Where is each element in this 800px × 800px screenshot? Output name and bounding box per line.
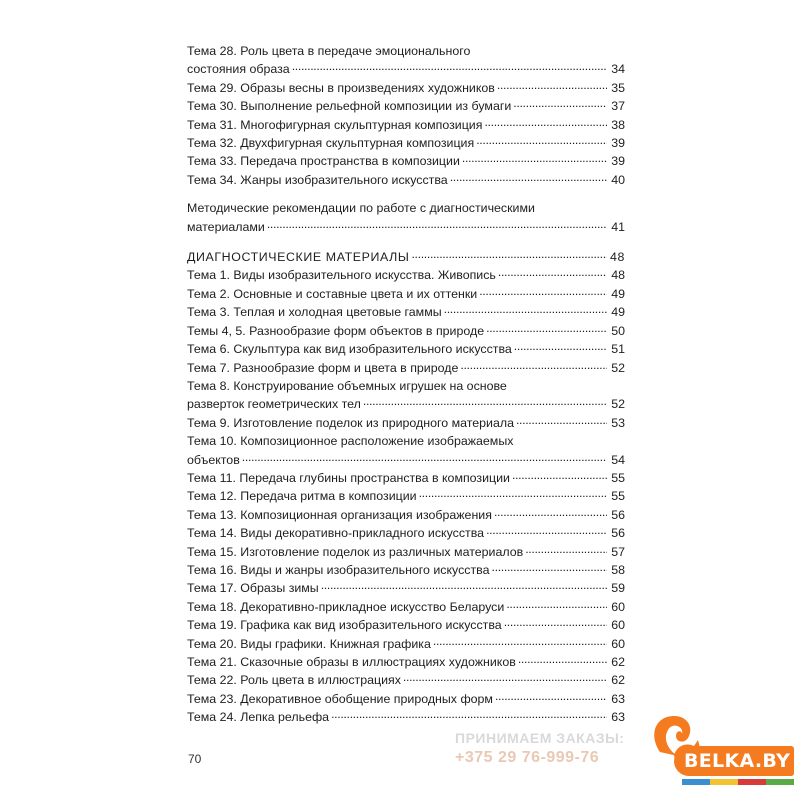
toc-entry-title: Тема 29. Образы весны в произведениях художников	[187, 80, 495, 95]
toc-entry-title: Тема 23. Декоративное обобщение природных форм	[187, 691, 493, 706]
dot-leader	[462, 153, 607, 165]
dot-leader	[516, 415, 607, 427]
toc-entry-title: Тема 31. Многофигурная скульптурная композиция	[187, 117, 483, 132]
dot-leader	[479, 286, 607, 298]
toc-group-themes	[187, 42, 625, 189]
toc-entry-page: 56	[611, 526, 625, 541]
toc-entry-page: 59	[611, 581, 625, 596]
stripe-green	[766, 779, 794, 785]
toc-entry-title: Тема 32. Двухфигурная скульптурная композиция	[187, 136, 475, 151]
toc-entry-title: Тема 20. Виды графики. Книжная графика	[187, 636, 431, 651]
toc-entry-page: 49	[611, 286, 625, 301]
toc-entry	[187, 359, 625, 377]
toc-entry-page: 55	[611, 489, 625, 504]
dot-leader	[498, 267, 607, 279]
toc-group-diagnostics	[187, 266, 625, 726]
toc-group-methods	[187, 199, 625, 236]
toc-entry-page: 50	[611, 323, 625, 338]
toc-entry-page: 60	[611, 599, 625, 614]
toc-section-diagnostics	[187, 248, 625, 266]
toc-entry	[187, 134, 625, 152]
toc-entry	[187, 708, 625, 726]
toc-entry-page: 52	[611, 397, 625, 412]
toc-entry-title: материалами	[187, 219, 265, 234]
dot-leader	[242, 452, 607, 464]
toc-entry	[187, 322, 625, 340]
dot-leader	[525, 544, 607, 556]
toc-entry-page: 39	[611, 154, 625, 169]
toc-entry	[187, 285, 625, 303]
dot-leader	[433, 636, 607, 648]
dot-leader	[514, 341, 607, 353]
dot-leader	[331, 709, 607, 721]
toc-entry-title: Тема 34. Жанры изобразительного искусства	[187, 172, 448, 187]
toc-entry	[187, 487, 625, 505]
dot-leader	[363, 396, 607, 408]
toc-entry-title: Тема 30. Выполнение рельефной композиции из бумаги	[187, 99, 512, 114]
dot-leader	[513, 98, 607, 110]
toc-entry	[187, 653, 625, 671]
toc-entry-page: 37	[611, 99, 625, 114]
toc-entry	[187, 152, 625, 170]
toc-entry	[187, 248, 625, 266]
toc-entry-title: Тема 19. Графика как вид изобразительного искусства	[187, 618, 502, 633]
toc-entry	[187, 506, 625, 524]
toc-entry-title: ДИАГНОСТИЧЕСКИЕ МАТЕРИАЛЫ	[187, 250, 410, 265]
dot-leader	[292, 61, 607, 73]
toc-entry-title: Тема 18. Декоративно-прикладное искусство Беларуси	[187, 599, 505, 614]
toc-entry	[187, 561, 625, 579]
toc-entry	[187, 671, 625, 689]
dot-leader	[460, 360, 607, 372]
toc-entry-page: 41	[611, 219, 625, 234]
watermark-orders-label: ПРИНИМАЕМ ЗАКАЗЫ:	[455, 730, 625, 746]
toc-entry-title: Тема 6. Скульптура как вид изобразительного искусства	[187, 342, 512, 357]
toc-entry-page: 56	[611, 507, 625, 522]
toc-entry-title: состояния образа	[187, 62, 290, 77]
toc-entry-title: Тема 17. Образы зимы	[187, 581, 319, 596]
toc-entry-title-line: Тема 10. Композиционное расположение изображаемых	[187, 434, 514, 449]
toc-entry	[187, 469, 625, 487]
toc-entry-page: 53	[611, 415, 625, 430]
toc-entry	[187, 199, 625, 236]
toc-entry-title: Тема 2. Основные и составные цвета и их оттенки	[187, 286, 478, 301]
toc-entry	[187, 42, 625, 79]
watermark	[455, 728, 624, 768]
toc-entry-title: Тема 7. Разнообразие форм и цвета в природе	[187, 360, 459, 375]
stripe-red	[738, 779, 766, 785]
dot-leader	[486, 323, 607, 335]
toc-entry-title: разверток геометрических тел	[187, 397, 361, 412]
dot-leader	[512, 470, 607, 482]
dot-leader	[518, 654, 607, 666]
toc-entry-page: 55	[611, 470, 625, 485]
stripe-blue	[682, 779, 710, 785]
dot-leader	[492, 562, 607, 574]
toc-entry-title: Темы 4, 5. Разнообразие форм объектов в природе	[187, 323, 485, 338]
belka-logo	[648, 712, 796, 790]
toc-entry	[187, 690, 625, 708]
dot-leader	[411, 249, 607, 261]
toc-entry-page: 60	[611, 636, 625, 651]
dot-leader	[494, 507, 607, 519]
toc-entry-title: Тема 1. Виды изобразительного искусства. Живопись	[187, 268, 496, 283]
toc-entry-title: Тема 15. Изготовление поделок из различных материалов	[187, 544, 524, 559]
toc-entry	[187, 579, 625, 597]
toc-entry-title: Тема 9. Изготовление поделок из природного материала	[187, 415, 514, 430]
dot-leader	[495, 691, 607, 703]
dot-leader	[444, 304, 607, 316]
toc-entry	[187, 171, 625, 189]
toc-entry-page: 49	[611, 305, 625, 320]
toc-entry	[187, 414, 625, 432]
toc-entry-title: Тема 14. Виды декоративно-прикладного искусства	[187, 526, 485, 541]
dot-leader	[504, 617, 607, 629]
toc-entry-page: 35	[611, 80, 625, 95]
toc-entry	[187, 616, 625, 634]
toc-entry-page: 51	[611, 342, 625, 357]
toc-entry-title: Тема 33. Передача пространства в композиции	[187, 154, 460, 169]
toc-entry-page: 54	[611, 452, 625, 467]
toc-entry-title-line: Тема 8. Конструирование объемных игрушек на основе	[187, 378, 507, 393]
toc-entry	[187, 303, 625, 321]
toc-entry-title: Тема 16. Виды и жанры изобразительного искусства	[187, 562, 490, 577]
toc-entry-title: Тема 22. Роль цвета в иллюстрациях	[187, 673, 401, 688]
toc-entry-page: 57	[611, 544, 625, 559]
dot-leader	[267, 219, 607, 231]
toc-entry-title: Тема 12. Передача ритма в композиции	[187, 489, 417, 504]
toc-entry-title: Тема 21. Сказочные образы в иллюстрациях художников	[187, 655, 516, 669]
toc-entry	[187, 116, 625, 134]
toc-entry-title: Тема 13. Композиционная организация изображения	[187, 507, 492, 522]
toc-entry-page: 60	[611, 618, 625, 633]
toc-entry	[187, 432, 625, 469]
toc-entry	[187, 635, 625, 653]
dot-leader	[506, 599, 607, 611]
toc-entry-title: объектов	[187, 452, 240, 467]
dot-leader	[450, 172, 607, 184]
toc-entry-page: 48	[611, 268, 625, 283]
toc-entry-page: 40	[611, 172, 625, 187]
toc-entry	[187, 543, 625, 561]
table-of-contents	[187, 42, 625, 727]
logo-text: BELKA.BY	[684, 750, 791, 772]
dot-leader	[497, 80, 607, 92]
page-number: 70	[188, 752, 202, 766]
toc-entry	[187, 79, 625, 97]
toc-entry-title: Тема 3. Теплая и холодная цветовые гаммы	[187, 305, 442, 320]
toc-entry-page: 39	[611, 136, 625, 151]
toc-entry	[187, 524, 625, 542]
watermark-phone: +375 29 76-999-76	[455, 749, 600, 766]
dot-leader	[484, 117, 607, 129]
toc-entry	[187, 598, 625, 616]
toc-entry-page: 52	[611, 360, 625, 375]
toc-entry-page: 63	[611, 710, 625, 725]
dot-leader	[403, 672, 607, 684]
toc-entry-page: 58	[611, 562, 625, 577]
dot-leader	[419, 488, 607, 500]
toc-entry-title-line: Тема 28. Роль цвета в передаче эмоционального	[187, 44, 471, 58]
dot-leader	[321, 580, 607, 592]
toc-entry-page: 34	[611, 62, 625, 77]
toc-entry	[187, 97, 625, 115]
toc-entry-title: Тема 11. Передача глубины пространства в композиции	[187, 470, 510, 485]
dot-leader	[486, 525, 607, 537]
toc-entry-title-line: Методические рекомендации по работе с диагностическими	[187, 201, 535, 216]
logo-stripes	[682, 779, 794, 785]
toc-entry	[187, 266, 625, 284]
toc-entry-page: 63	[611, 691, 625, 706]
toc-entry-page: 38	[611, 117, 625, 132]
stripe-yellow	[710, 779, 738, 785]
toc-entry-page: 62	[611, 655, 625, 669]
dot-leader	[476, 135, 607, 147]
toc-entry-page: 62	[611, 673, 625, 688]
toc-entry	[187, 340, 625, 358]
toc-entry-title: Тема 24. Лепка рельефа	[187, 710, 330, 725]
toc-entry-page: 48	[610, 250, 625, 265]
toc-entry	[187, 377, 625, 414]
